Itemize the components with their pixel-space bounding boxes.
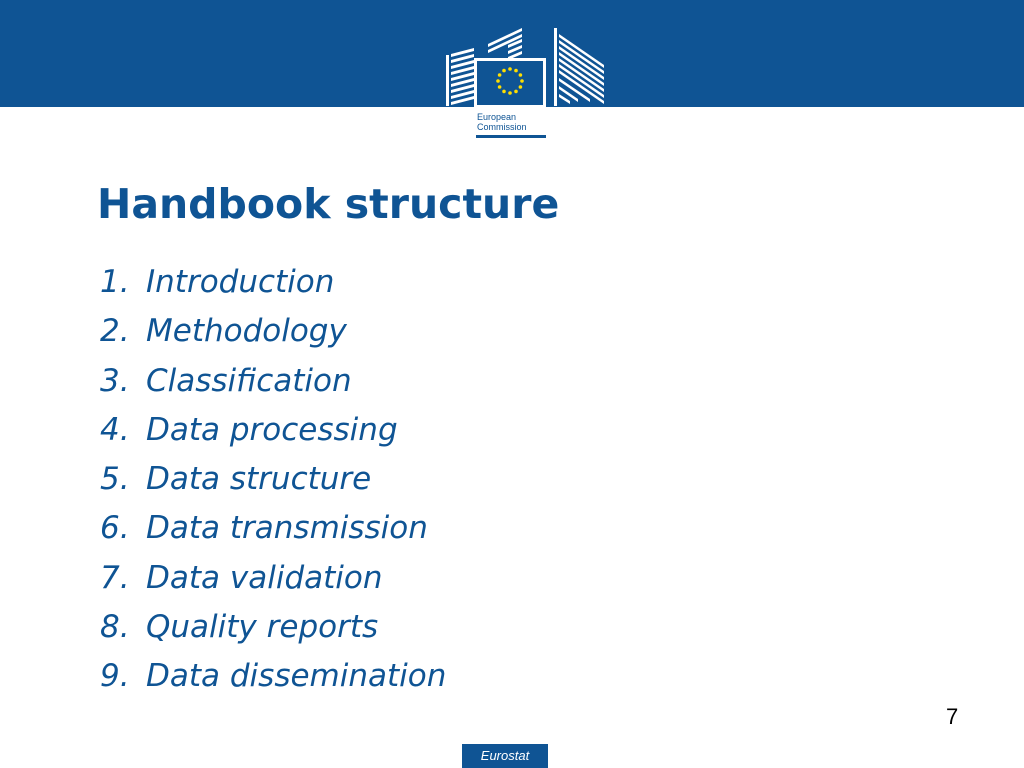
toc-item-number: 2. <box>100 313 130 350</box>
toc-item-label: Quality reports <box>146 609 379 646</box>
toc-item <box>100 307 446 356</box>
logo-line-european: European <box>477 112 517 122</box>
toc-item-label: Classification <box>146 362 352 399</box>
european-commission-logo <box>440 26 608 142</box>
toc-item <box>100 258 446 307</box>
berlaymont-building-icon <box>440 26 608 110</box>
toc-item-label: Data dissemination <box>146 658 447 695</box>
toc-item-label: Data structure <box>146 461 372 498</box>
table-of-contents <box>100 258 446 702</box>
logo-underline <box>476 135 546 138</box>
toc-item-label: Data validation <box>146 559 383 596</box>
toc-item-number: 5. <box>100 461 130 498</box>
toc-item <box>100 455 446 504</box>
toc-item-label: Data processing <box>146 411 398 448</box>
toc-item-number: 9. <box>100 658 130 695</box>
logo-line-commission: Commission <box>477 122 527 132</box>
toc-item-number: 7. <box>100 559 130 596</box>
toc-item-label: Methodology <box>146 313 347 350</box>
toc-item-number: 1. <box>100 264 130 300</box>
logo-wordmark <box>477 112 527 132</box>
toc-item <box>100 357 446 406</box>
toc-item <box>100 504 446 553</box>
toc-item-number: 3. <box>100 362 130 399</box>
toc-item-number: 6. <box>100 510 130 547</box>
toc-item <box>100 554 446 603</box>
toc-item-label: Introduction <box>146 264 335 300</box>
toc-item <box>100 603 446 652</box>
page-number: 7 <box>946 704 959 729</box>
footer-eurostat-tag: Eurostat <box>462 744 548 768</box>
toc-item-number: 4. <box>100 411 130 448</box>
toc-item <box>100 406 446 455</box>
slide-title: Handbook structure <box>97 180 560 228</box>
toc-item-number: 8. <box>100 609 130 646</box>
toc-item <box>100 652 446 701</box>
toc-item-label: Data transmission <box>146 510 428 547</box>
